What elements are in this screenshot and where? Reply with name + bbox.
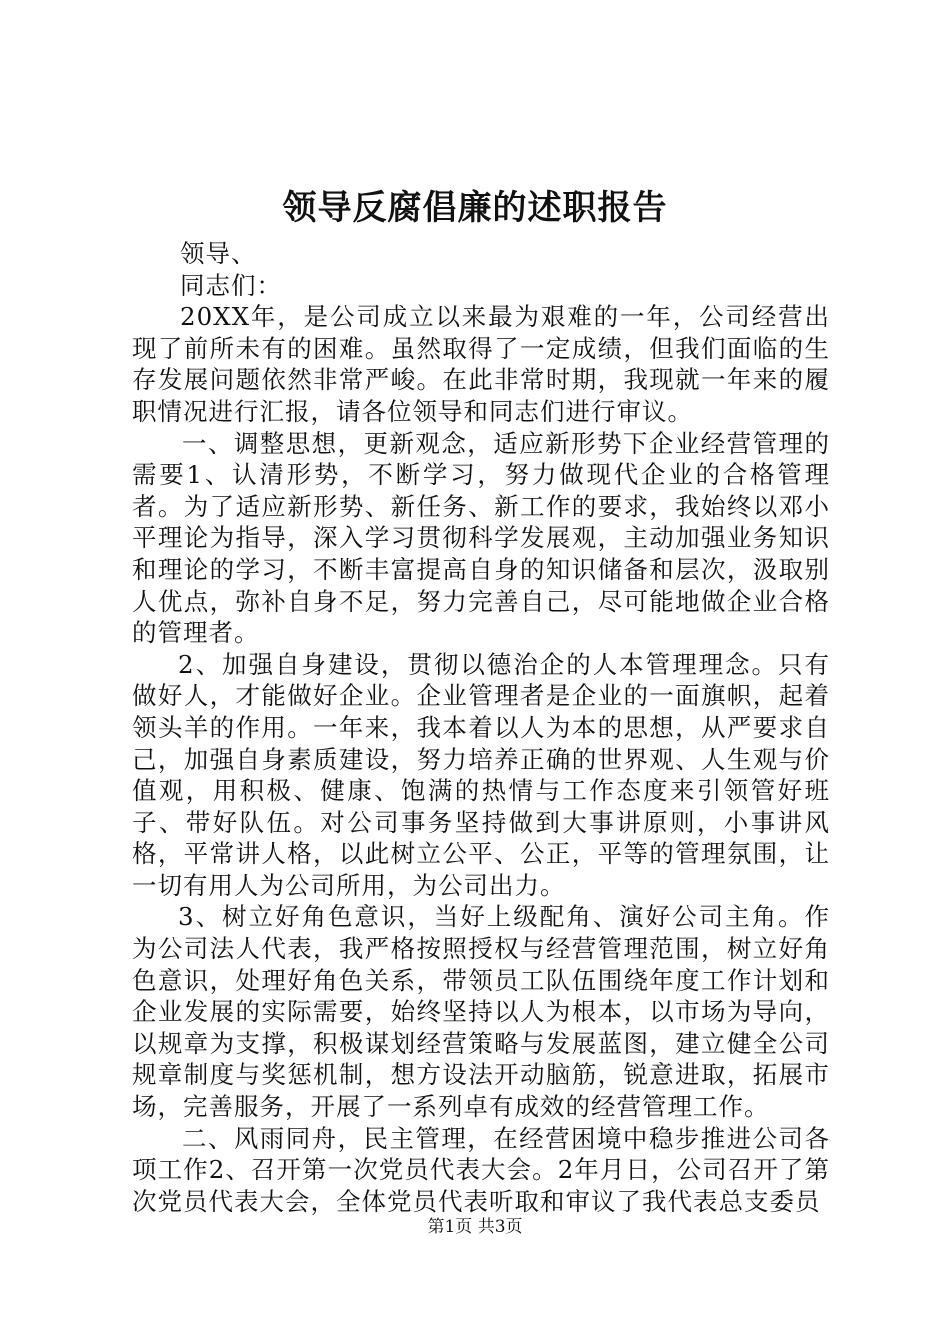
paragraph-item-three: 3、树立好角色意识，当好上级配角、演好公司主角。作为公司法人代表，我严格按照授权与经营管理范围，树立好角色意识，处理好角色关系，带领员工队伍围绕年度工作计划和企业发展的实际需要，始终坚持以人为根本，以市场为导向，以规章为支撑，积极谋划经营策略与发展蓝图，建立健全公司规章制度与奖惩机制，想方设法开动脑筋，锐意进取，拓展市场，完善服务，开展了一系列卓有成效的经营管理工作。 <box>132 902 830 1122</box>
page-footer: 第1页 共3页 <box>427 1217 523 1237</box>
paragraph-item-two: 2、加强自身建设，贯彻以德治企的人本管理理念。只有做好人，才能做好企业。企业管理者是企业的一面旗帜，起着领头羊的作用。一年来，我本着以人为本的思想，从严要求自己，加强自身素质建设，努力培养正确的世界观、人生观与价值观，用积极、健康、饱满的热情与工作态度来引领管好班子、带好队伍。对公司事务坚持做到大事讲原则，小事讲风格，平常讲人格，以此树立公平、公正，平等的管理氛围，让一切有用人为公司所用，为公司出力。 <box>132 649 830 900</box>
salutation-comrades: 同志们： <box>180 270 282 300</box>
page-title: 领导反腐倡廉的述职报告 <box>282 188 668 228</box>
salutation-leaders: 领导、 <box>180 239 257 268</box>
paragraph-section-one: 一、调整思想，更新观念，适应新形势下企业经营管理的需要1、认清形势，不断学习，努力做现代企业的合格管理者。为了适应新形势、新任务、新工作的要求，我始终以邓小平理论为指导，深入学习贯彻科学发展观，主动加强业务知识和理论的学习，不断丰富提高自身的知识储备和层次，汲取别人优点，弥补自身不足，努力完善自己，尽可能地做企业合格的管理者。 <box>132 428 830 648</box>
paragraph-section-two: 二、风雨同舟，民主管理，在经营困境中稳步推进公司各项工作2、召开第一次党员代表大会。2年月日，公司召开了第次党员代表大会，全体党员代表听取和审议了我代表总支委员 <box>132 1123 830 1216</box>
document-body <box>132 238 830 1217</box>
paragraph-intro: 20XX年，是公司成立以来最为艰难的一年，公司经营出现了前所未有的困难。虽然取得了一定成绩，但我们面临的生存发展问题依然非常严峻。在此非常时期，我现就一年来的履职情况进行汇报，请各位领导和同志们进行审议。 <box>132 302 830 426</box>
